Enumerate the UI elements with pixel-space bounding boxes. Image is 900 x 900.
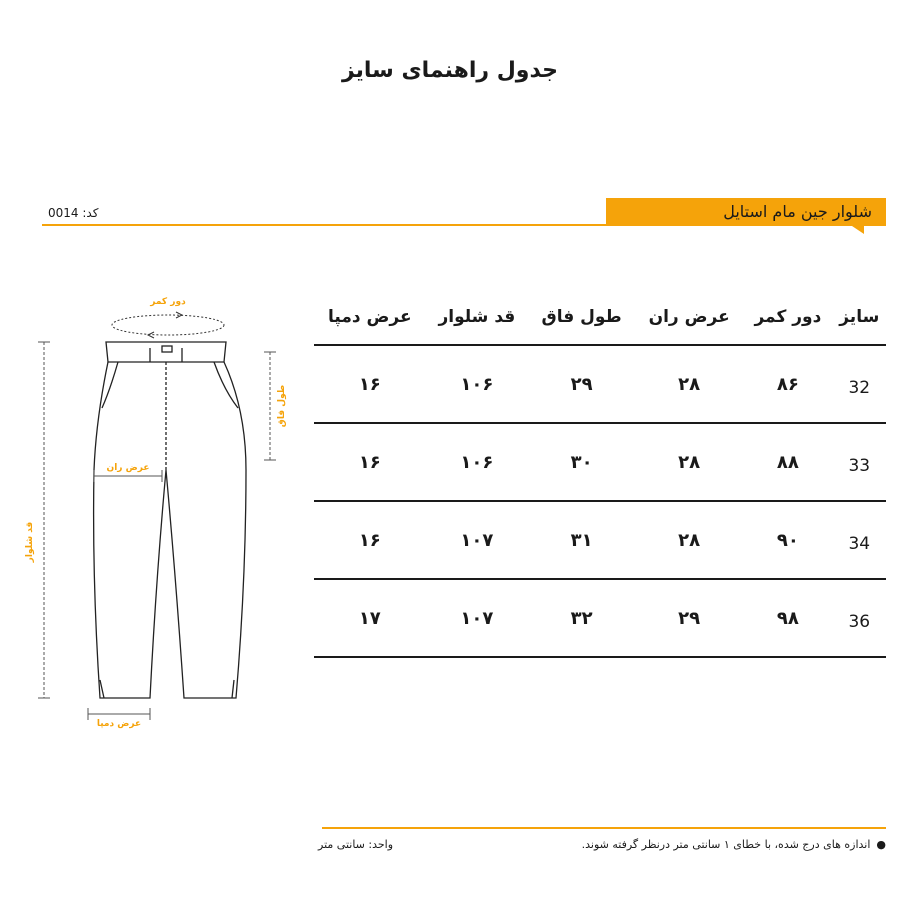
header-divider bbox=[42, 224, 606, 226]
header-size: سایز bbox=[833, 290, 886, 345]
cell-length: ۱۰۶ bbox=[426, 423, 529, 501]
footer-note bbox=[582, 838, 886, 851]
cell-hem: ۱۷ bbox=[314, 579, 426, 657]
header-rise: طول فاق bbox=[528, 290, 635, 345]
cell-thigh: ۲۸ bbox=[635, 423, 743, 501]
length-dimension bbox=[38, 342, 50, 698]
table-row bbox=[314, 345, 886, 423]
footer-note-text: اندازه های درج شده، با خطای ۱ سانتی متر درنظر گرفته شوند. bbox=[581, 838, 871, 851]
cell-length: ۱۰۶ bbox=[426, 345, 529, 423]
cell-waist: ۸۶ bbox=[743, 345, 832, 423]
cell-size: 32 bbox=[833, 345, 886, 423]
cell-hem: ۱۶ bbox=[314, 423, 426, 501]
header-thigh: عرض ران bbox=[635, 290, 743, 345]
pants-diagram bbox=[0, 280, 310, 750]
table-row bbox=[314, 579, 886, 657]
cell-thigh: ۲۸ bbox=[635, 501, 743, 579]
cell-size: 36 bbox=[833, 579, 886, 657]
cell-waist: ۹۸ bbox=[743, 579, 832, 657]
header-hem: عرض دمپا bbox=[314, 290, 426, 345]
cell-thigh: ۲۹ bbox=[635, 579, 743, 657]
waist-label: دور کمر bbox=[150, 297, 186, 307]
cell-rise: ۲۹ bbox=[528, 345, 635, 423]
hem-label: عرض دمپا bbox=[96, 719, 142, 729]
size-table bbox=[314, 290, 886, 658]
unit-label: واحد: سانتی متر bbox=[318, 838, 394, 851]
rise-dimension bbox=[264, 352, 276, 460]
cell-size: 34 bbox=[833, 501, 886, 579]
pants-outline bbox=[94, 342, 246, 698]
product-code: کد: 0014 bbox=[48, 206, 99, 220]
table-row bbox=[314, 423, 886, 501]
cell-thigh: ۲۸ bbox=[635, 345, 743, 423]
cell-waist: ۸۸ bbox=[743, 423, 832, 501]
cell-size: 33 bbox=[833, 423, 886, 501]
cell-hem: ۱۶ bbox=[314, 345, 426, 423]
cell-rise: ۳۰ bbox=[528, 423, 635, 501]
cell-hem: ۱۶ bbox=[314, 501, 426, 579]
footer-divider bbox=[322, 827, 886, 829]
table-header-row bbox=[314, 290, 886, 345]
table-row bbox=[314, 501, 886, 579]
length-label: قد شلوار bbox=[25, 521, 35, 563]
cell-length: ۱۰۷ bbox=[426, 501, 529, 579]
thigh-label: عرض ران bbox=[106, 463, 150, 473]
page-title: جدول راهنمای سایز bbox=[341, 58, 559, 83]
header-length: قد شلوار bbox=[426, 290, 529, 345]
cell-length: ۱۰۷ bbox=[426, 579, 529, 657]
product-banner bbox=[606, 198, 886, 226]
cell-rise: ۳۲ bbox=[528, 579, 635, 657]
cell-rise: ۳۱ bbox=[528, 501, 635, 579]
waist-ellipse bbox=[112, 315, 224, 335]
bullet-icon: ● bbox=[876, 838, 886, 851]
cell-waist: ۹۰ bbox=[743, 501, 832, 579]
header-waist: دور کمر bbox=[743, 290, 832, 345]
product-name: شلوار جین مام استایل bbox=[723, 202, 872, 221]
rise-label: طول فاق bbox=[277, 384, 287, 428]
